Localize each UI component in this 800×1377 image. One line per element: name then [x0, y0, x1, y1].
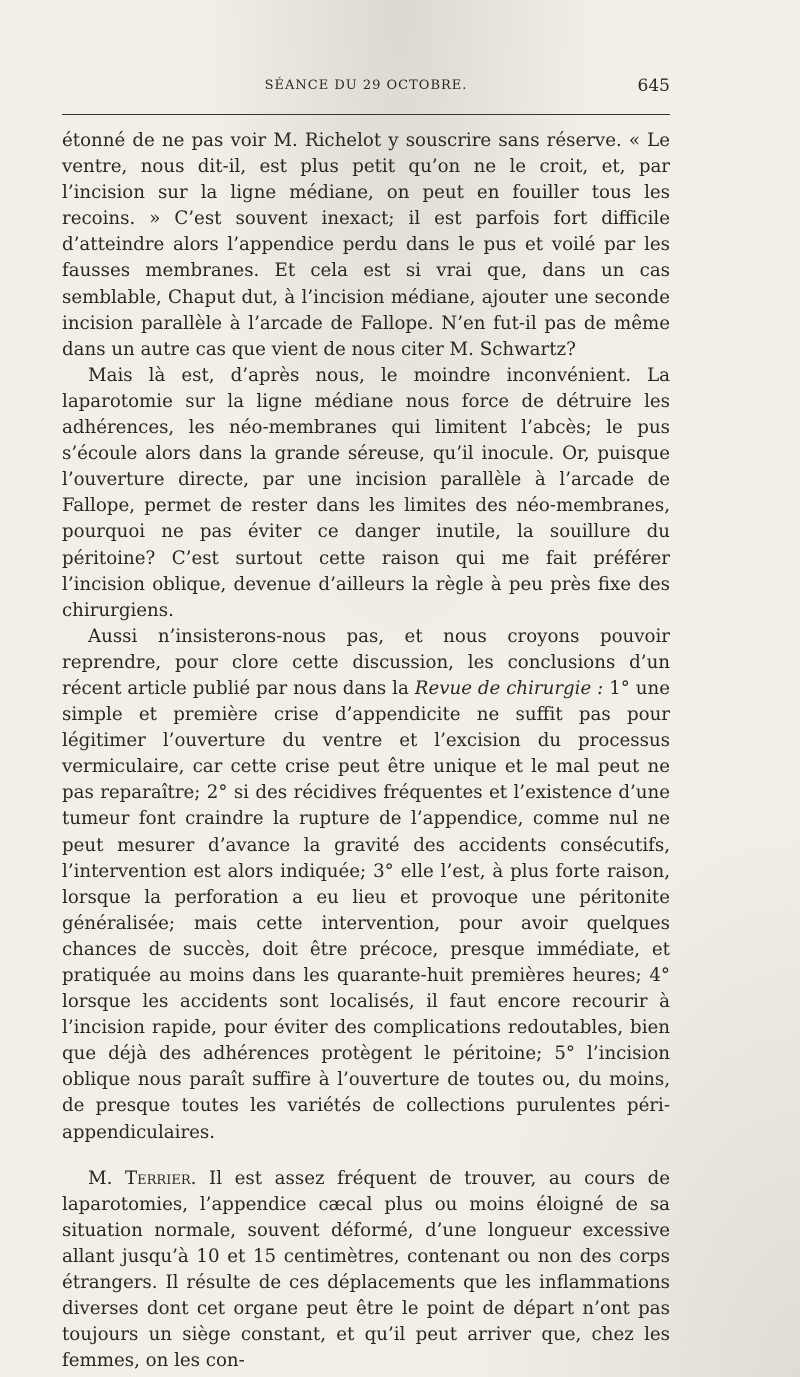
paragraph-3-text-after: 1° une simple et première crise d’appendicite ne suffit pas pour légitimer l’ouverture du ventre et l’excision du processus vermiculaire, car cette crise peut être unique et le mal peut ne pas reparaître; 2° si des récidives fréquentes et l’existence d’une tumeur font craindre la rupture de l’appendice, comme nul ne peut mesurer d’avance la gravité des accidents consécutifs, l’intervention est alors indiquée; 3° elle l’est, à plus forte raison, lorsque la perforation a eu lieu et provoque une péritonite généralisée; mais cette intervention, pour avoir quelques chances de succès, doit être précoce, presque immédiate, et pratiquée au moins dans les quarante-huit premières heures; 4° lorsque les accidents sont localisés, il faut encore recourir à l’incision rapide, pour éviter des complications redoutables, bien que déjà des adhérences protègent le péritoine; 5° l’incision oblique nous paraît suffire à l’ouverture de toutes ou, du moins, de presque toutes les variétés de collections purulentes péri-appendiculaires.	[62, 677, 671, 1143]
speaker-name: M. Terrier.	[88, 1167, 197, 1189]
paragraph-4-text: Il est assez fréquent de trouver, au cours de laparotomies, l’appendice cæcal plus ou moins éloigné de sa situation normale, souvent déformé, d’une longueur excessive allant jusqu’à 10 et 15 centimètres, contenant ou non des corps étrangers. Il résulte de ces déplacements que les inflammations diverses dont cet organe peut être le point de départ n’ont pas toujours un siège constant, et qu’il peut arriver que, chez les femmes, on les con-	[62, 1167, 670, 1372]
running-head: SÉANCE DU 29 OCTOBRE.	[264, 78, 468, 93]
paragraph-2: Mais là est, d’après nous, le moindre inconvénient. La laparotomie sur la ligne médiane nous force de détruire les adhérences, les néo-membranes qui limitent l’abcès; le pus s’écoule alors dans la grande séreuse, qu’il inocule. Or, puisque l’ouverture directe, par une incision parallèle à l’arcade de Fallope, permet de rester dans les limites des néo-membranes, pourquoi ne pas éviter ce danger inutile, la souillure du péritoine? C’est surtout cette raison qui me fait préférer l’incision oblique, devenue d’ailleurs la règle à peu près fixe des chirurgiens.	[62, 364, 670, 621]
header-rule	[62, 114, 670, 115]
paragraph-4	[62, 1166, 670, 1375]
body-text	[62, 128, 670, 1374]
journal-title: Revue de chirurgie :	[414, 677, 604, 699]
paragraph-3-text-before: Aussi n’insisterons-nous pas, et nous croyons pouvoir reprendre, pour clore cette discussion, les conclusions d’un récent article publié par nous dans la	[62, 625, 670, 699]
paragraph-3	[62, 624, 670, 1146]
paragraph-1: étonné de ne pas voir M. Richelot y souscrire sans réserve. « Le ventre, nous dit-il, est plus petit qu’on ne le croit, et, par l’incision sur la ligne médiane, on peut en fouiller tous les recoins. » C’est souvent inexact; il est parfois fort difficile d’atteindre alors l’appendice perdu dans le pus et voilé par les fausses membranes. Et cela est si vrai que, dans un cas semblable, Chaput dut, à l’incision médiane, ajouter une seconde incision parallèle à l’arcade de Fallope. N’en fut-il pas de même dans un autre cas que vient de nous citer M. Schwartz?	[62, 130, 670, 360]
page-header	[62, 76, 670, 102]
page-number: 645	[637, 76, 670, 96]
